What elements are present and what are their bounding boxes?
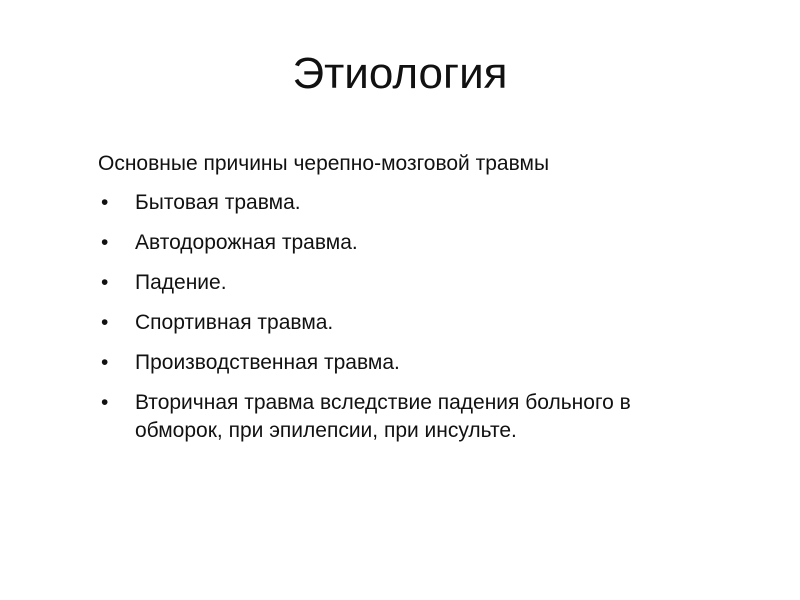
bullet-icon: • [101, 231, 109, 254]
list-item [98, 189, 718, 217]
intro-text: Основные причины черепно-мозговой травмы [98, 152, 550, 175]
slide-content [98, 150, 718, 457]
bullet-list [98, 189, 718, 445]
list-item-text: Производственная травма. [135, 351, 400, 374]
list-item [98, 309, 718, 337]
list-item-text: Вторичная травма вследствие падения больного в обморок, при эпилепсии, при инсульте. [135, 391, 631, 442]
list-item-text: Падение. [135, 271, 227, 294]
bullet-icon: • [101, 391, 109, 414]
bullet-icon: • [101, 351, 109, 374]
bullet-icon: • [101, 271, 109, 294]
bullet-icon: • [101, 311, 109, 334]
list-item [98, 229, 718, 257]
list-item [98, 349, 718, 377]
list-item-text: Спортивная травма. [135, 311, 334, 334]
list-item [98, 269, 718, 297]
list-item-text: Бытовая травма. [135, 191, 301, 214]
slide-title: Этиология [292, 49, 508, 98]
list-item-text: Автодорожная травма. [135, 231, 358, 254]
bullet-icon: • [101, 191, 109, 214]
list-item [98, 389, 718, 445]
